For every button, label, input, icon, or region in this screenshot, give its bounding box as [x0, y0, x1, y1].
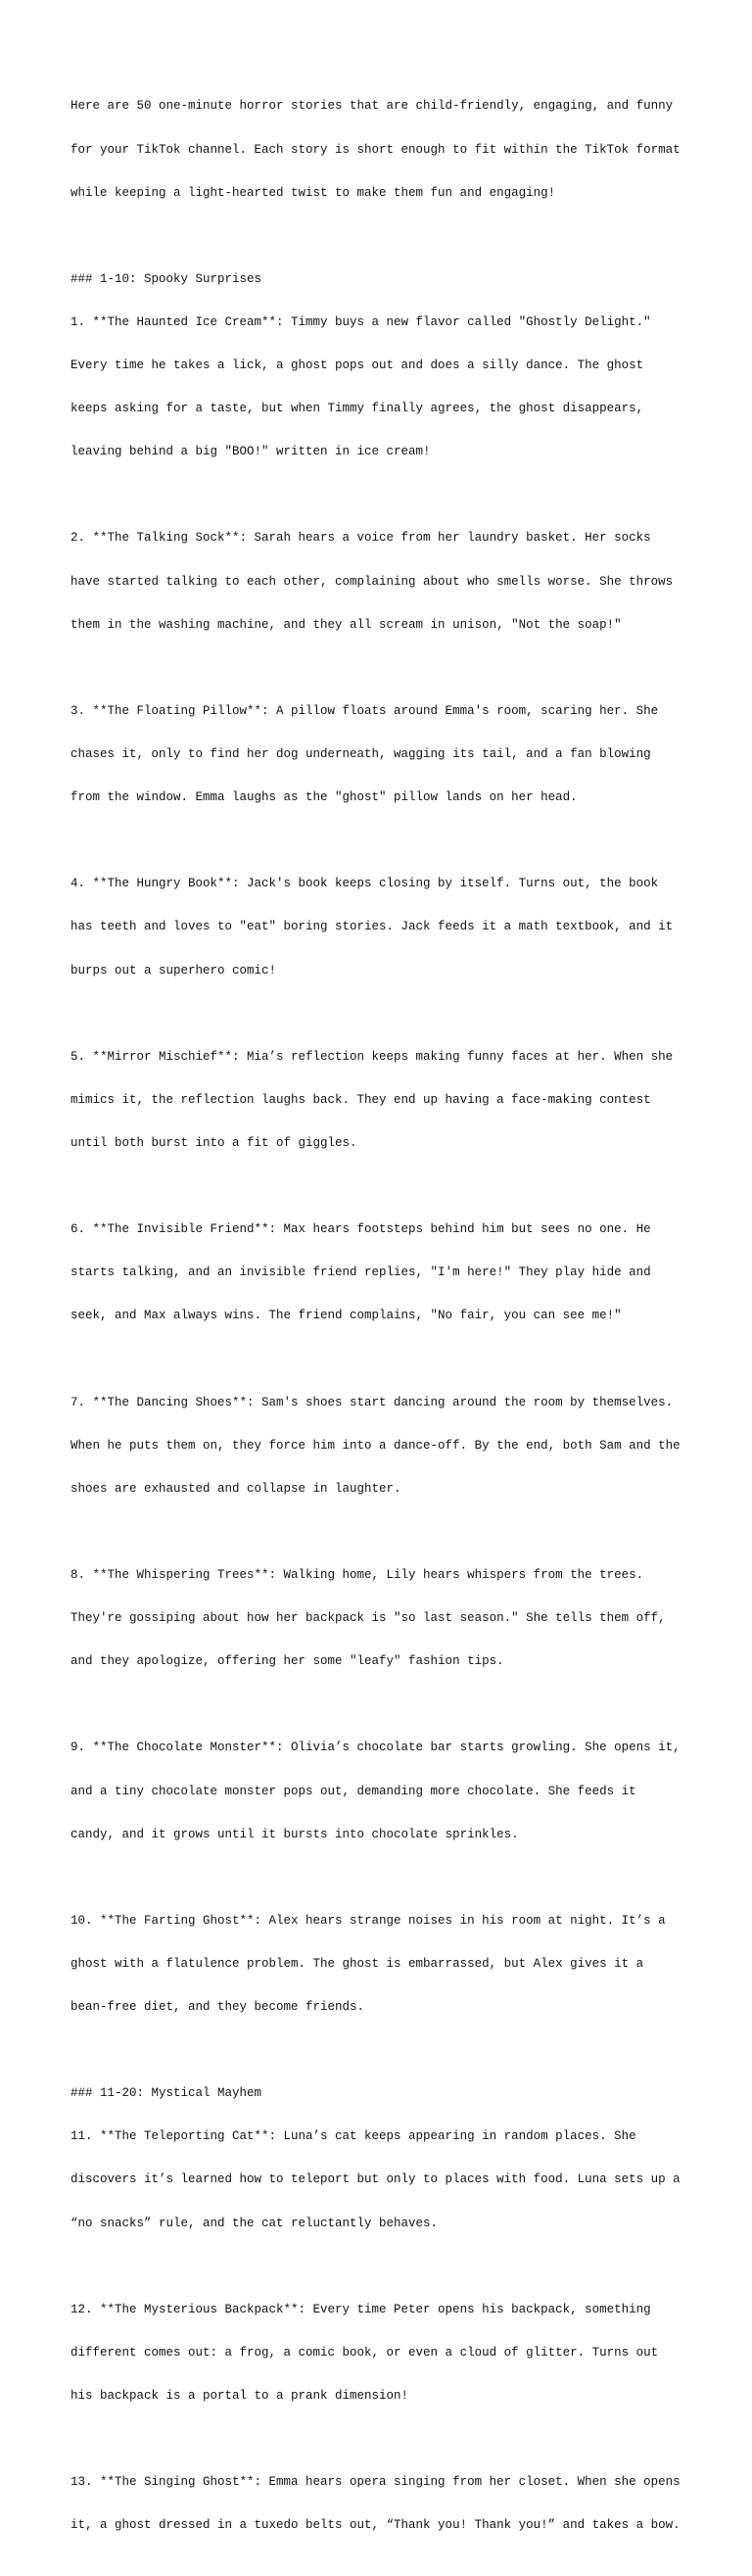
text-line: leaving behind a big "BOO!" written in ice cream!: [70, 445, 431, 459]
text-line: and a tiny chocolate monster pops out, demanding more chocolate. She feeds it: [70, 1784, 636, 1798]
story-paragraph-4: [70, 848, 697, 1007]
text-line: chases it, only to find her dog underneath, wagging its tail, and a fan blowing: [70, 747, 651, 761]
text-line: and they apologize, offering her some "leafy" fashion tips.: [70, 1654, 504, 1669]
text-line: burps out a superhero comic!: [70, 963, 277, 978]
text-line: “no snacks” rule, and the cat reluctantly behaves.: [70, 2216, 439, 2230]
text-line: bean-free diet, and they become friends.: [70, 2000, 365, 2015]
text-line: it, a ghost dressed in a tuxedo belts out, “Thank you! Thank you!” and takes a bow.: [70, 2518, 681, 2533]
text-line: 8. **The Whispering Trees**: Walking home, Lily hears whispers from the trees.: [70, 1568, 644, 1582]
text-line: 11. **The Teleporting Cat**: Luna’s cat keeps appearing in random places. She: [70, 2129, 636, 2144]
text-line: have started talking to each other, complaining about who smells worse. She throws: [70, 574, 674, 589]
text-line: from the window. Emma laughs as the "ghost" pillow lands on her head.: [70, 790, 578, 805]
story-paragraph-8: [70, 1540, 697, 1698]
story-paragraph-2: [70, 502, 697, 661]
story-paragraph-5: [70, 1021, 697, 1179]
section-heading: ### 11-20: Mystical Mayhem: [70, 2086, 262, 2101]
text-line: discovers it’s learned how to teleport but only to places with food. Luna sets up a: [70, 2172, 681, 2187]
story-paragraph-1: [70, 243, 697, 488]
text-line: has teeth and loves to "eat" boring stories. Jack feeds it a math textbook, and it: [70, 920, 674, 934]
text-line: 13. **The Singing Ghost**: Emma hears opera singing from her closet. When she opens: [70, 2475, 681, 2490]
text-line: 12. **The Mysterious Backpack**: Every time Peter opens his backpack, something: [70, 2302, 651, 2316]
section-heading: ### 1-10: Spooky Surprises: [70, 271, 262, 286]
text-line: starts talking, and an invisible friend replies, "I'm here!" They play hide and: [70, 1265, 651, 1280]
story-paragraph-6: [70, 1194, 697, 1353]
text-line: 6. **The Invisible Friend**: Max hears footsteps behind him but sees no one. He: [70, 1222, 651, 1237]
story-paragraph-10: [70, 1884, 697, 2043]
text-line: seek, and Max always wins. The friend complains, "No fair, you can see me!": [70, 1309, 622, 1323]
story-paragraph-7: [70, 1366, 697, 1525]
story-paragraph-13: [70, 2447, 697, 2562]
text-line: for your TikTok channel. Each story is short enough to fit within the TikTok format: [70, 142, 681, 157]
text-line: ghost with a flatulence problem. The ghost is embarrassed, but Alex gives it a: [70, 1956, 644, 1971]
intro-paragraph: [70, 71, 697, 229]
text-line: 2. **The Talking Sock**: Sarah hears a voice from her laundry basket. Her socks: [70, 531, 651, 546]
text-line: They're gossiping about how her backpack is "so last season." She tells them off,: [70, 1611, 666, 1626]
text-line: 5. **Mirror Mischief**: Mia’s reflection keeps making funny faces at her. When she: [70, 1049, 674, 1064]
text-line: 9. **The Chocolate Monster**: Olivia’s chocolate bar starts growling. She opens it,: [70, 1741, 681, 1755]
text-line: them in the washing machine, and they all scream in unison, "Not the soap!": [70, 617, 622, 632]
text-line: When he puts them on, they force him into a dance-off. By the end, both Sam and the: [70, 1438, 681, 1453]
text-line: keeps asking for a taste, but when Timmy finally agrees, the ghost disappears,: [70, 402, 644, 416]
text-line: 4. **The Hungry Book**: Jack's book keeps closing by itself. Turns out, the book: [70, 877, 659, 891]
story-paragraph-3: [70, 675, 697, 834]
document-page: [70, 71, 697, 2576]
text-line: shoes are exhausted and collapse in laughter.: [70, 1481, 401, 1496]
story-paragraph-11: [70, 2058, 697, 2260]
text-line: his backpack is a portal to a prank dimension!: [70, 2389, 409, 2404]
text-line: Here are 50 one-minute horror stories that are child-friendly, engaging, and funny: [70, 99, 674, 114]
story-paragraph-12: [70, 2273, 697, 2432]
text-line: different comes out: a frog, a comic book, or even a cloud of glitter. Turns out: [70, 2345, 659, 2360]
text-line: mimics it, the reflection laughs back. They end up having a face-making contest: [70, 1092, 651, 1107]
text-line: Every time he takes a lick, a ghost pops out and does a silly dance. The ghost: [70, 358, 644, 373]
text-line: 1. **The Haunted Ice Cream**: Timmy buys a new flavor called "Ghostly Delight.": [70, 314, 651, 329]
text-line: 10. **The Farting Ghost**: Alex hears strange noises in his room at night. It’s a: [70, 1913, 666, 1928]
story-paragraph-9: [70, 1712, 697, 1871]
text-line: 7. **The Dancing Shoes**: Sam's shoes start dancing around the room by themselves.: [70, 1395, 674, 1409]
text-line: while keeping a light-hearted twist to make them fun and engaging!: [70, 185, 556, 200]
text-line: until both burst into a fit of giggles.: [70, 1135, 357, 1150]
text-line: 3. **The Floating Pillow**: A pillow floats around Emma's room, scaring her. She: [70, 703, 659, 718]
text-line: candy, and it grows until it bursts into chocolate sprinkles.: [70, 1827, 519, 1841]
